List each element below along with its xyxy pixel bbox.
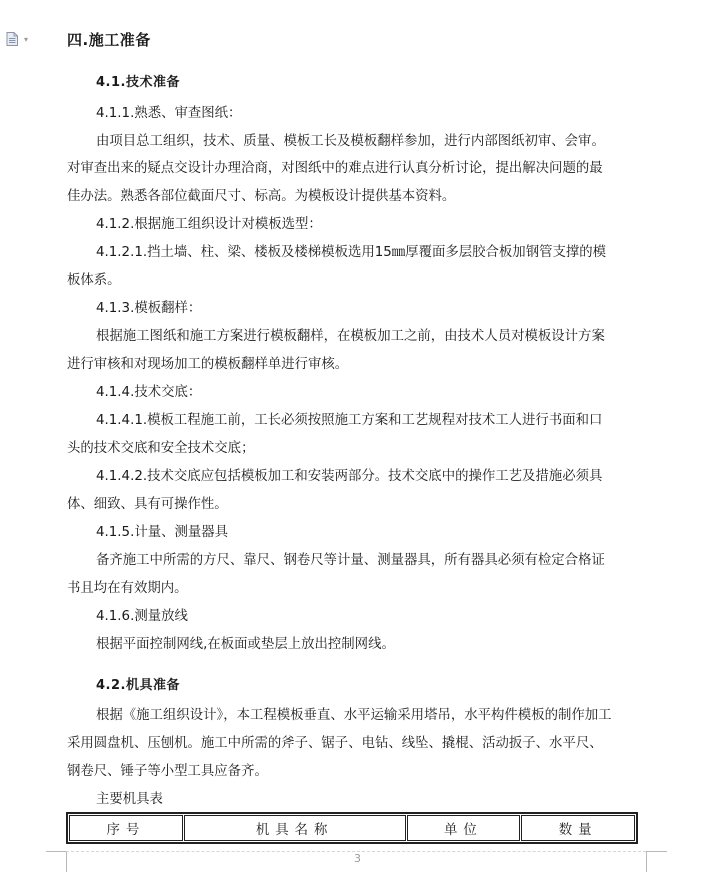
paragraph-line: 4.1.2.根据施工组织设计对模板选型： bbox=[96, 217, 322, 232]
paragraph-line: 由项目总工组织，技术、质量、模板工长及模板翻样参加，进行内部图纸初审、会审。 bbox=[96, 134, 605, 149]
paragraph-line: 板体系。 bbox=[67, 273, 121, 288]
table-header-cell: 数量 bbox=[521, 815, 635, 841]
paragraph-line: 书且均在有效期内。 bbox=[67, 581, 188, 596]
paragraph-line: 4.1.5.计量、测量器具 bbox=[96, 525, 229, 540]
paragraph-line: 备齐施工中所需的方尺、靠尺、钢卷尺等计量、测量器具，所有器具必须有检定合格证 bbox=[96, 553, 605, 568]
paragraph-line: 根据施工图纸和施工方案进行模板翻样，在模板加工之前，由技术人员对模板设计方案 bbox=[96, 329, 605, 344]
dropdown-caret-icon[interactable]: ▾ bbox=[24, 35, 29, 44]
subsection-heading-tools: 4.2.机具准备 bbox=[96, 678, 180, 693]
paragraph-line: 钢卷尺、锤子等小型工具应备齐。 bbox=[67, 764, 268, 779]
section-heading: 四.施工准备 bbox=[67, 31, 151, 49]
table-header-cell: 序号 bbox=[69, 815, 183, 841]
tools-table bbox=[66, 812, 638, 844]
paragraph-line: 4.1.4.2.技术交底应包括模板加工和安装两部分。技术交底中的操作工艺及措施必须具 bbox=[96, 469, 603, 484]
paragraph-line: 4.1.4.1.模板工程施工前，工长必须按照施工方案和工艺规程对技术工人进行书面和口 bbox=[96, 413, 603, 428]
paragraph-line: 4.1.3.模板翻样： bbox=[96, 301, 202, 316]
paragraph-line: 体、细致、具有可操作性。 bbox=[67, 497, 228, 512]
page-number: 3 bbox=[354, 852, 361, 865]
document-icon[interactable] bbox=[6, 32, 18, 46]
paragraph-line: 进行审核和对现场加工的模板翻样单进行审核。 bbox=[67, 357, 349, 372]
paragraph-line: 根据平面控制网线,在板面或垫层上放出控制网线。 bbox=[96, 637, 395, 652]
table-header-cell: 机具名称 bbox=[184, 815, 406, 841]
paragraph-line: 头的技术交底和安全技术交底； bbox=[67, 441, 255, 456]
paragraph-line: 4.1.1.熟悉、审查图纸： bbox=[96, 106, 242, 121]
paragraph-line: 采用圆盘机、压刨机。施工中所需的斧子、锯子、电钻、线坠、撬棍、活动扳子、水平尺、 bbox=[67, 736, 603, 751]
table-header-row bbox=[69, 815, 635, 841]
paragraph-line: 根据《施工组织设计》，本工程模板垂直、水平运输采用塔吊，水平构件模板的制作加工 bbox=[96, 708, 612, 723]
paragraph-line: 4.1.4.技术交底： bbox=[96, 385, 202, 400]
table-caption: 主要机具表 bbox=[96, 792, 163, 807]
paragraph-line: 对审查出来的疑点交设计办理洽商，对图纸中的难点进行认真分析讨论，提出解决问题的最 bbox=[67, 161, 603, 176]
table-header-cell: 单位 bbox=[407, 815, 521, 841]
paragraph-line: 4.1.6.测量放线 bbox=[96, 609, 188, 624]
paragraph-line: 4.1.2.1.挡土墙、柱、梁、楼板及楼梯模板选用15㎜厚覆面多层胶合板加钢管支撑的模 bbox=[96, 245, 607, 260]
paragraph-line: 佳办法。熟悉各部位截面尺寸、标高。为模板设计提供基本资料。 bbox=[67, 189, 456, 204]
subsection-heading-tech: 4.1.技术准备 bbox=[96, 75, 180, 90]
